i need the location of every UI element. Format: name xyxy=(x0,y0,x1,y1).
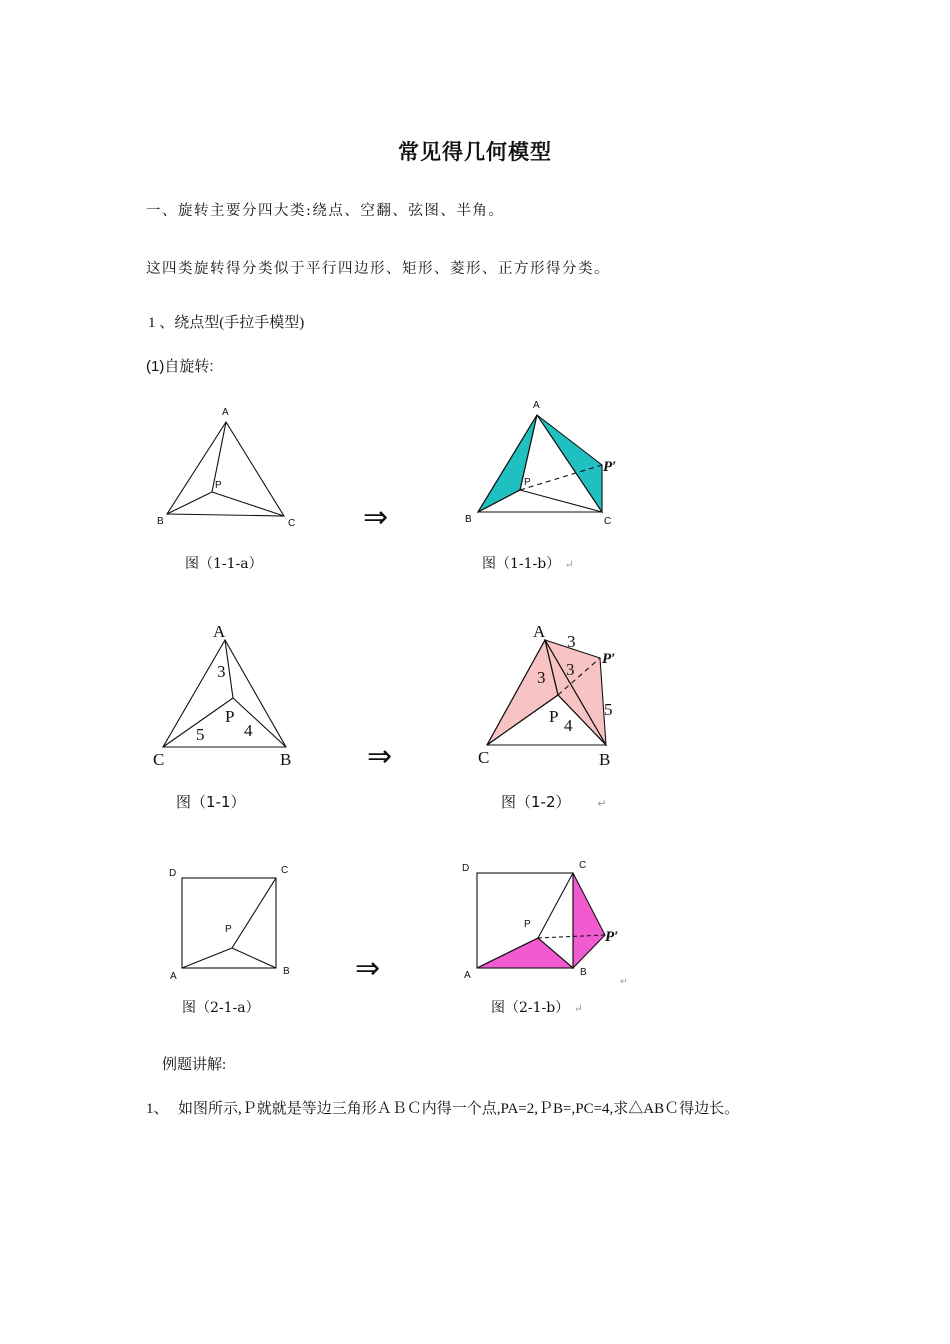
vertex-label-b: B xyxy=(283,966,290,977)
section-heading-point-rotation: 1 、绕点型(手拉手模型) xyxy=(148,315,305,331)
point-label-p: P xyxy=(225,707,235,726)
problem-number: 1、 xyxy=(146,1101,169,1117)
return-mark: ↵ xyxy=(620,977,628,987)
figure-2-1-a xyxy=(165,860,305,985)
caption-figure-1-1-a: 图（1-1-a） xyxy=(185,556,263,572)
page-title: 常见得几何模型 xyxy=(398,139,552,164)
subsection-self-rotation: (1)自旋转: xyxy=(146,358,214,375)
length-label-4: 4 xyxy=(244,721,253,740)
caption-figure-1-1-b: 图（1-1-b） ↵ xyxy=(482,556,574,572)
point-label-p: P xyxy=(549,707,559,726)
vertex-label-b: B xyxy=(599,750,611,769)
length-label-3: 3 xyxy=(217,662,226,681)
vertex-label-c: C xyxy=(281,865,289,876)
point-label-p: P xyxy=(524,477,531,488)
length-label-3-dashed: 3 xyxy=(566,660,575,679)
vertex-label-c: C xyxy=(478,748,490,767)
vertex-label-a: A xyxy=(533,400,540,411)
point-label-p: P xyxy=(225,924,232,935)
point-label-p-prime: P′ xyxy=(605,929,619,945)
vertex-label-a: A xyxy=(170,971,177,982)
vertex-label-a: A xyxy=(222,407,229,418)
vertex-label-c: C xyxy=(579,860,587,871)
example-heading: 例题讲解: xyxy=(162,1057,227,1073)
point-label-p: P xyxy=(524,919,531,930)
length-label-4: 4 xyxy=(564,716,573,735)
figure-1-1-b xyxy=(460,395,635,535)
length-label-5: 5 xyxy=(196,725,205,744)
caption-figure-1-2: 图（1-2） ↵ xyxy=(501,793,607,811)
vertex-label-c: C xyxy=(153,750,165,769)
caption-figure-2-1-b: 图（2-1-b） ↵ xyxy=(491,1000,583,1016)
problem-1 xyxy=(146,1097,739,1118)
paragraph-rotation-types: 一、旋转主要分四大类:绕点、空翻、弦图、半角。 xyxy=(146,203,505,219)
vertex-label-a: A xyxy=(464,970,471,981)
implies-arrow: ⇒ xyxy=(363,500,389,535)
vertex-label-d: D xyxy=(169,868,177,879)
paragraph-classification: 这四类旋转得分类似于平行四边形、矩形、菱形、正方形得分类。 xyxy=(146,261,610,277)
figure-1-2 xyxy=(470,615,645,770)
vertex-label-b: B xyxy=(280,750,292,769)
figure-2-1-b xyxy=(455,855,635,985)
vertex-label-d: D xyxy=(462,863,470,874)
vertex-label-c: C xyxy=(604,516,612,527)
caption-figure-1-1: 图（1-1） xyxy=(176,793,246,811)
vertex-label-a: A xyxy=(213,622,226,641)
vertex-label-c: C xyxy=(288,518,296,529)
vertex-label-a: A xyxy=(533,622,546,641)
length-label-5: 5 xyxy=(604,700,613,719)
vertex-label-b: B xyxy=(157,516,164,527)
figure-1-1-a xyxy=(150,400,310,535)
implies-arrow: ⇒ xyxy=(367,739,393,774)
point-label-p-prime: P′ xyxy=(602,651,616,667)
point-label-p: P xyxy=(215,480,222,491)
implies-arrow: ⇒ xyxy=(355,951,381,986)
vertex-label-b: B xyxy=(580,967,587,978)
caption-figure-2-1-a: 图（2-1-a） xyxy=(182,1000,260,1016)
problem-text: 如图所示,Ｐ就就是等边三角形ＡＢＣ内得一个点,PA=2,ＰB=,PC=4,求△ABＣ得边长。 xyxy=(178,1101,740,1117)
point-label-p-prime: P′ xyxy=(603,459,617,475)
length-label-3-left: 3 xyxy=(537,668,546,687)
figure-1-1 xyxy=(148,620,308,770)
length-label-3-top: 3 xyxy=(567,632,576,651)
vertex-label-b: B xyxy=(465,514,472,525)
